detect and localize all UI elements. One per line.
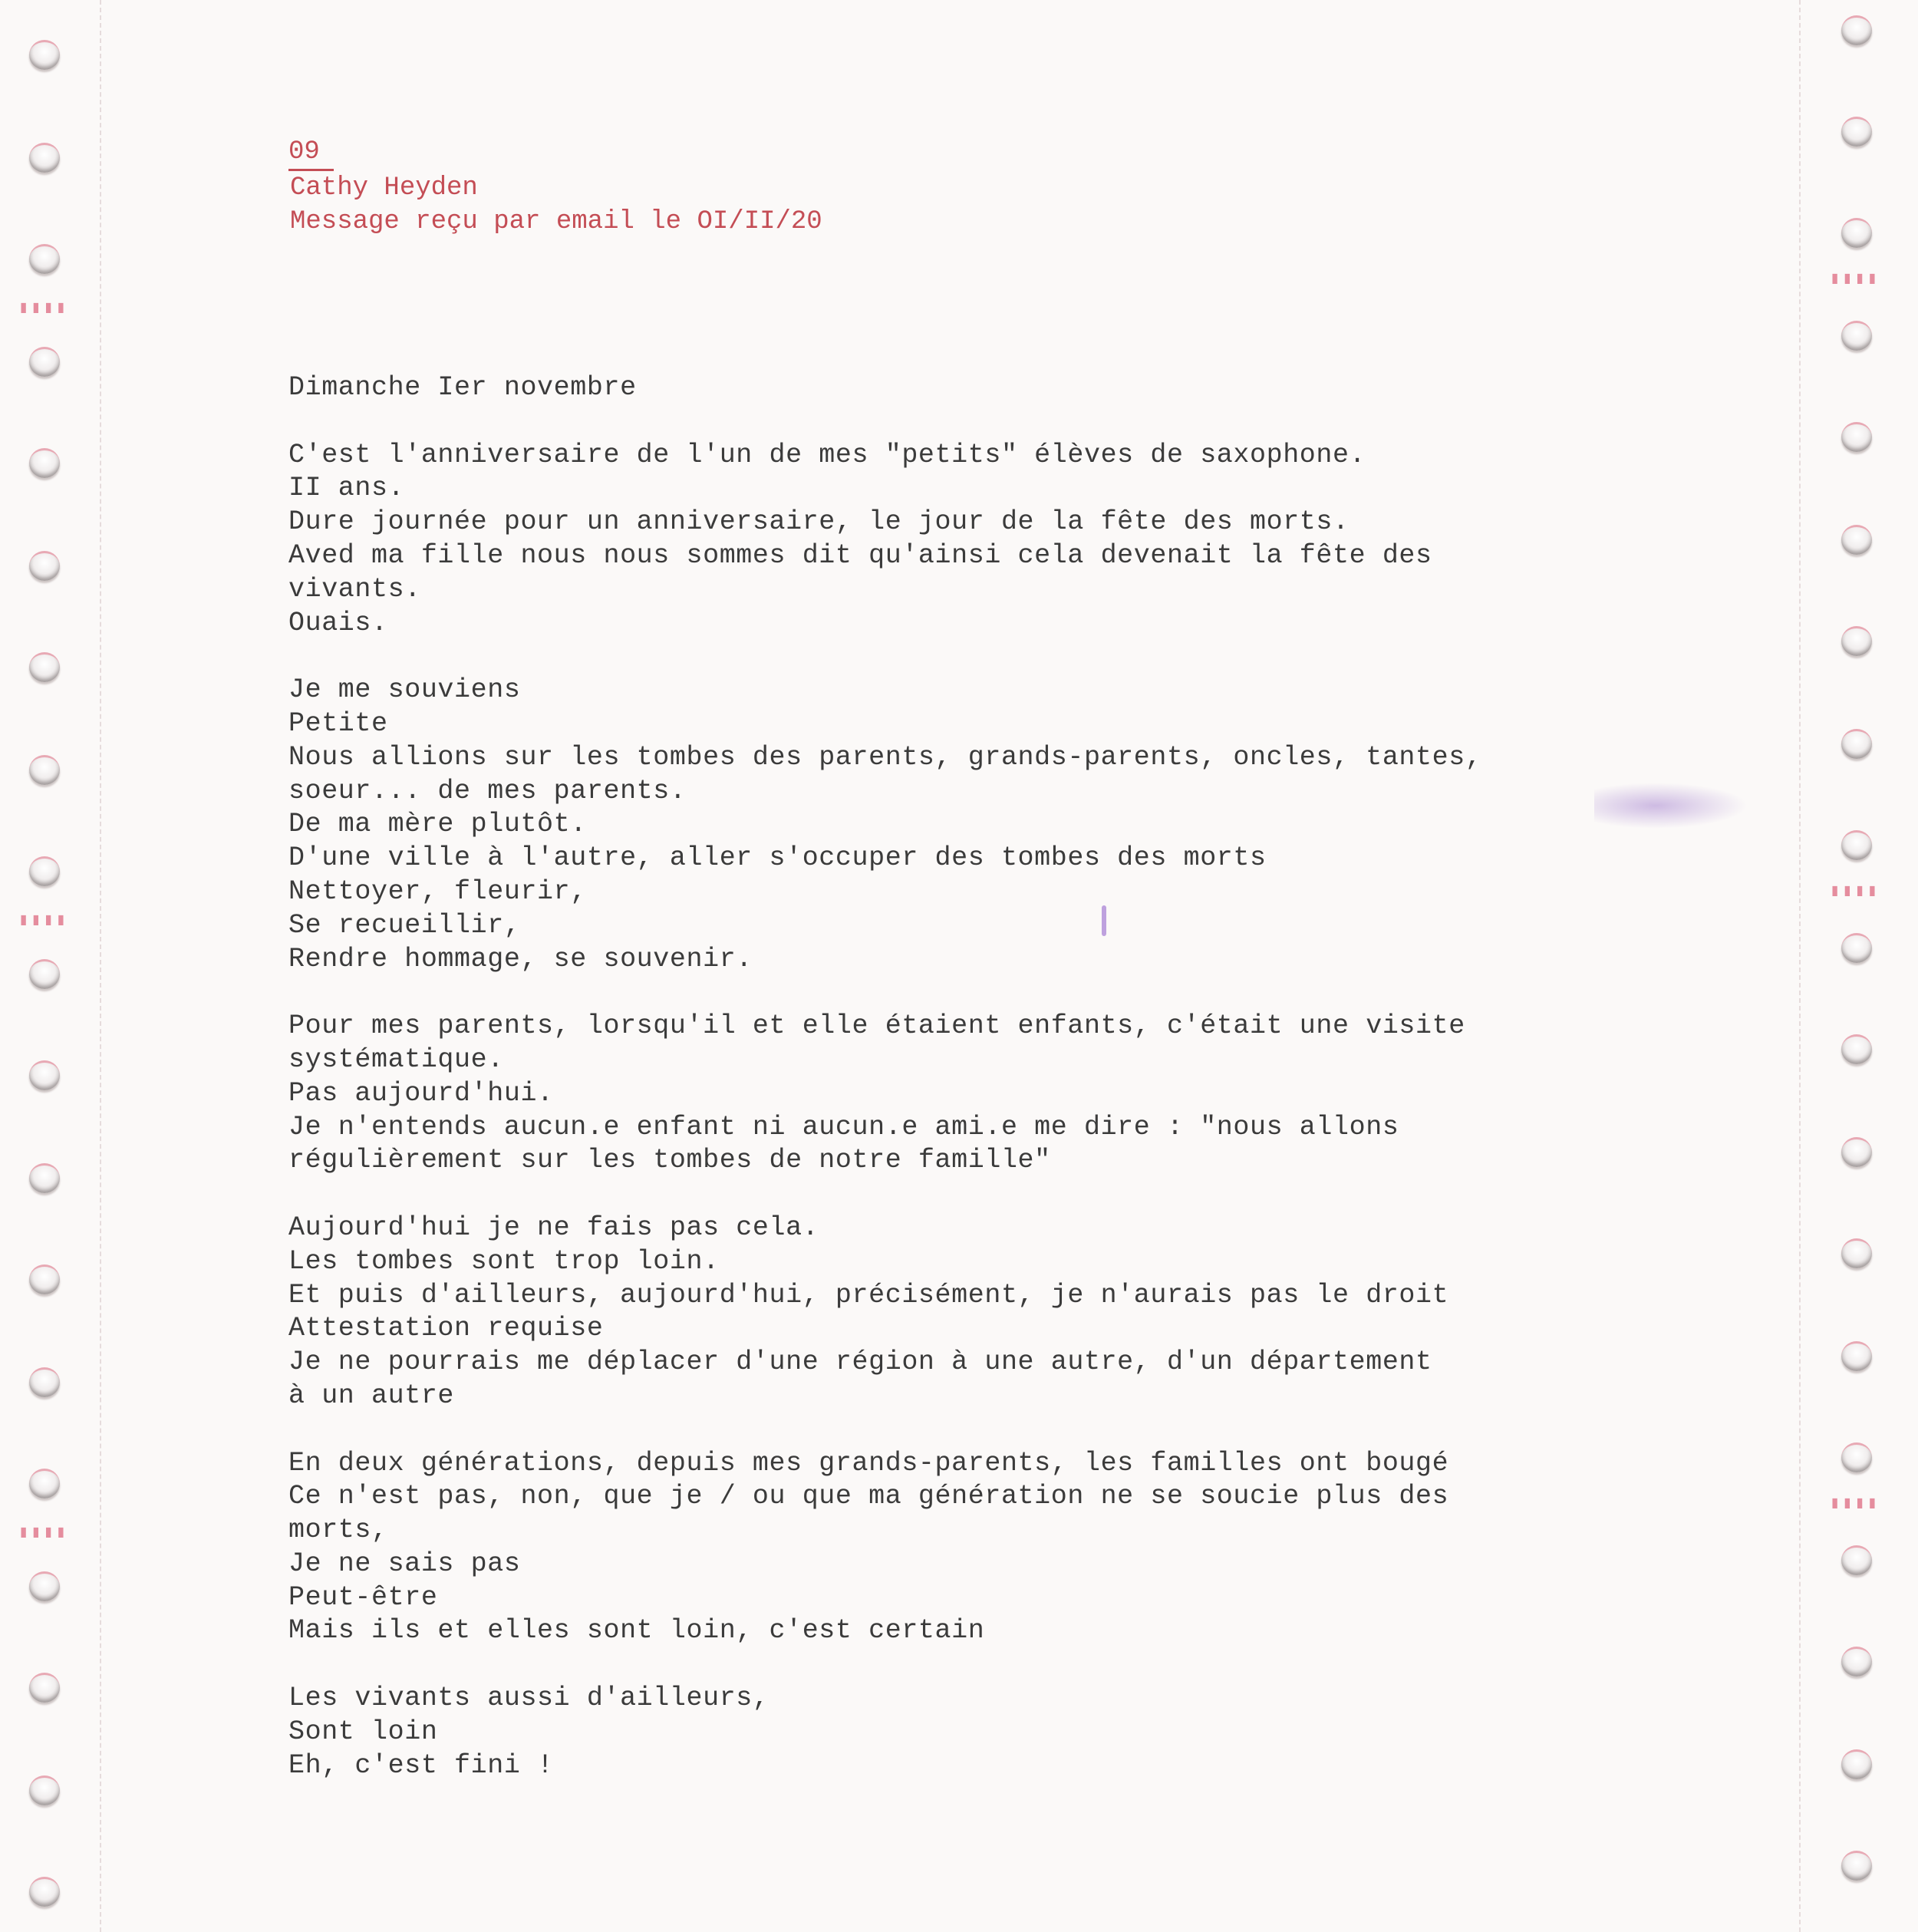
- perforation-hole: [1841, 422, 1872, 452]
- text-line: Aujourd'hui je ne fais pas cela.: [288, 1212, 819, 1243]
- text-line: Sont loin: [288, 1716, 438, 1747]
- perforation-hole: [29, 1571, 60, 1601]
- letter-header: [290, 135, 822, 239]
- text-line: De ma mère plutôt.: [288, 809, 587, 840]
- text-line: vivants.: [288, 573, 421, 605]
- perforation-hole: [1841, 933, 1872, 963]
- perforation-hole: [29, 347, 60, 377]
- perforation-tick-mark: ▮▮▮▮: [1830, 882, 1880, 901]
- perforation-hole: [1841, 218, 1872, 248]
- perforation-hole: [29, 1673, 60, 1703]
- text-line: Rendre hommage, se souvenir.: [288, 943, 753, 974]
- paragraph: [288, 1010, 1547, 1178]
- paragraph: [288, 1682, 1547, 1782]
- text-line: II ans.: [288, 473, 405, 504]
- text-line: Les vivants aussi d'ailleurs,: [288, 1683, 770, 1714]
- perforation-hole: [29, 143, 60, 173]
- text-line: Nous allions sur les tombes des parents, grands-parents, oncles, tantes,: [288, 741, 1482, 773]
- text-line: systématique.: [288, 1043, 504, 1075]
- text-line: Et puis d'ailleurs, aujourd'hui, précisément, je n'aurais pas le droit: [288, 1279, 1449, 1311]
- entry-number: [288, 135, 334, 171]
- perforation-hole: [29, 1775, 60, 1805]
- perforation-hole: [1841, 1442, 1872, 1472]
- text-line: Pas aujourd'hui.: [288, 1077, 554, 1109]
- received-note: Message reçu par email le OI/II/20: [290, 207, 822, 236]
- perforation-hole: [1841, 321, 1872, 351]
- paragraph: [288, 1212, 1547, 1413]
- perforation-hole: [29, 1060, 60, 1090]
- perforation-hole: [1841, 1341, 1872, 1371]
- text-line: Dure journée pour un anniversaire, le jour de la fête des morts.: [288, 506, 1350, 538]
- perforation-tick-mark: ▮▮▮▮: [1830, 1494, 1880, 1513]
- text-line: à un autre: [288, 1380, 455, 1411]
- perforation-hole: [1841, 1137, 1872, 1167]
- right-perforation-strip: [1799, 0, 1918, 1932]
- perforation-hole: [29, 652, 60, 682]
- text-line: En deux générations, depuis mes grands-parents, les familles ont bougé: [288, 1447, 1449, 1479]
- text-line: Ouais.: [288, 607, 388, 638]
- text-line: Je n'entends aucun.e enfant ni aucun.e ami.e me dire : "nous allons: [288, 1111, 1399, 1142]
- perforation-hole: [1841, 1238, 1872, 1268]
- left-perforation-strip: [0, 0, 101, 1932]
- ink-smudge: [1594, 783, 1748, 829]
- text-line: Dimanche Ier novembre: [288, 372, 637, 403]
- perforation-hole: [29, 856, 60, 886]
- text-line: régulièrement sur les tombes de notre famille": [288, 1145, 1051, 1176]
- paragraph: [288, 674, 1547, 976]
- perforation-hole: [29, 244, 60, 274]
- perforation-hole: [29, 551, 60, 581]
- text-line: Eh, c'est fini !: [288, 1749, 554, 1781]
- perforation-hole: [1841, 15, 1872, 45]
- perforation-hole: [29, 959, 60, 989]
- text-line: soeur... de mes parents.: [288, 775, 687, 806]
- perforation-hole: [1841, 1851, 1872, 1881]
- perforation-hole: [1841, 626, 1872, 656]
- perforation-hole: [1841, 117, 1872, 147]
- text-line: Aved ma fille nous nous sommes dit qu'ainsi cela devenait la fête des: [288, 539, 1432, 571]
- perforation-hole: [29, 1163, 60, 1193]
- text-line: Je me souviens: [288, 674, 521, 706]
- text-line: Pour mes parents, lorsqu'il et elle étaient enfants, c'était une visite: [288, 1011, 1465, 1042]
- text-line: Je ne pourrais me déplacer d'une région à une autre, d'un département: [288, 1347, 1432, 1378]
- perforation-hole: [29, 1469, 60, 1498]
- text-line: Nettoyer, fleurir,: [288, 875, 587, 907]
- perforation-hole: [1841, 1545, 1872, 1575]
- perforation-hole: [29, 40, 60, 70]
- perforation-hole: [29, 1877, 60, 1907]
- perforation-hole: [1841, 1647, 1872, 1676]
- paragraph: [288, 439, 1547, 641]
- text-line: D'une ville à l'autre, aller s'occuper des tombes des morts: [288, 842, 1267, 874]
- perforation-tick-mark: ▮▮▮▮: [1830, 269, 1880, 288]
- perforation-hole: [1841, 830, 1872, 860]
- paragraph: [288, 1447, 1547, 1649]
- entry-number-text: 09: [288, 137, 320, 166]
- text-line: Ce n'est pas, non, que je / ou que ma génération ne se soucie plus des: [288, 1481, 1449, 1512]
- text-line: Je ne sais pas: [288, 1548, 521, 1579]
- text-line: Mais ils et elles sont loin, c'est certain: [288, 1615, 985, 1647]
- perforation-hole: [29, 448, 60, 478]
- perforation-hole: [1841, 1749, 1872, 1779]
- text-line: Les tombes sont trop loin.: [288, 1245, 720, 1277]
- perforation-tick-mark: ▮▮▮▮: [18, 911, 68, 930]
- perforation-hole: [1841, 525, 1872, 555]
- letter-body: [288, 371, 1547, 1816]
- perforation-hole: [1841, 1034, 1872, 1064]
- perforation-hole: [29, 755, 60, 785]
- perforation-hole: [29, 1367, 60, 1397]
- paragraph: [288, 371, 1547, 405]
- text-line: Peut-être: [288, 1581, 438, 1613]
- perforation-tick-mark: ▮▮▮▮: [18, 298, 68, 318]
- perforation-hole: [1841, 729, 1872, 759]
- perforation-hole: [29, 1264, 60, 1294]
- text-line: Attestation requise: [288, 1313, 604, 1344]
- text-line: Se recueillir,: [288, 909, 521, 941]
- text-line: Petite: [288, 707, 388, 739]
- perforation-tick-mark: ▮▮▮▮: [18, 1523, 68, 1542]
- text-line: C'est l'anniversaire de l'un de mes "petits" élèves de saxophone.: [288, 439, 1366, 470]
- text-line: morts,: [288, 1515, 388, 1546]
- author-name: Cathy Heyden: [290, 173, 478, 203]
